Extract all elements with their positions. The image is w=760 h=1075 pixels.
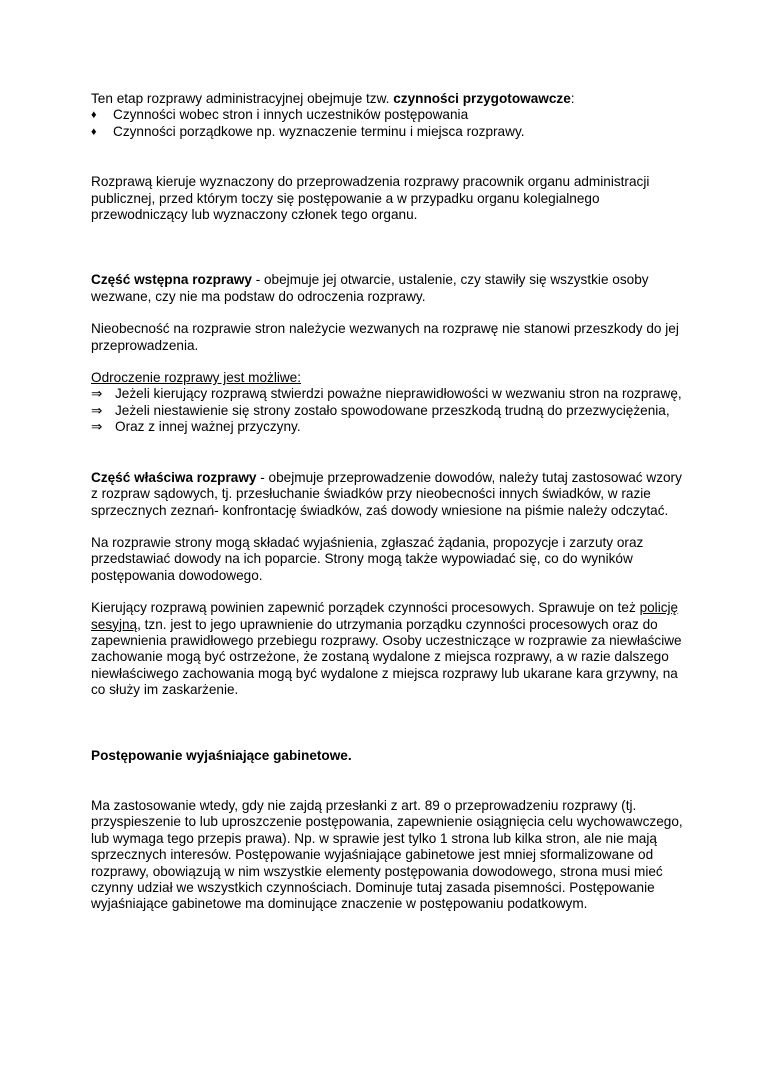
intro-bold-term: czynności przygotowawcze [393, 91, 571, 106]
odroczenie-item [91, 403, 691, 419]
intro-paragraph [91, 91, 691, 107]
paragraph-czesc-wstepna [91, 272, 691, 305]
section-title-czesc-wlasciwa: Część właściwa rozprawy [91, 469, 257, 485]
paragraph-czesc-wlasciwa [91, 470, 691, 519]
odroczenie-heading-text: Odroczenie rozprawy jest możliwe: [91, 370, 302, 386]
intro-text-a: Ten etap rozprawy administracyjnej obejmuje tzw. [91, 91, 394, 106]
intro-bullet-text: Czynności porządkowe np. wyznaczenie terminu i miejsca rozprawy. [113, 123, 525, 139]
odroczenie-item [91, 419, 691, 435]
paragraph-policja [91, 600, 691, 698]
policja-underlined-term: policję sesyjną, [91, 600, 679, 632]
intro-text-b: : [570, 91, 575, 106]
diamond-bullet-icon: ♦ [91, 125, 97, 138]
paragraph-nieobecnosc: Nieobecność na rozprawie stron należycie wezwanych na rozprawę nie stanowi przeszkody do jej przeprowadzenia. [91, 321, 679, 353]
section-title-gabinetowe [91, 748, 691, 764]
odroczenie-item [91, 386, 691, 402]
double-arrow-icon: ⇒ [91, 386, 103, 402]
odroczenie-heading [91, 370, 691, 386]
policja-text-b: tzn. jest to jego uprawnienie do utrzymania porządku czynności procesowych oraz do zapewnienia prawidłowego przebiegu rozprawy. Osoby uczestniczące w rozprawie za niewłaściwe zachowanie mogą być ostrzeżone, że zostaną wydalone z miejsca rozprawy, a w razie dalszego niewłaściwego zachowania mogą być wydalone z miejsca rozprawy lub ukarane kara grzywny, na co służy im zaskarżenie. [91, 616, 682, 698]
intro-bullet-text: Czynności wobec stron i innych uczestników postępowania [113, 107, 469, 123]
paragraph-kierownik: Rozprawą kieruje wyznaczony do przeprowadzenia rozprawy pracownik organu administracji publicznej, przed którym toczy się postępowanie a w przypadku organu kolegialnego przewodniczący lub wyznaczony członek tego organu. [91, 174, 650, 223]
double-arrow-icon: ⇒ [91, 402, 103, 418]
czesc-wstepna-text: - obejmuje jej otwarcie, ustalenie, czy stawiły się wszystkie osoby wezwane, czy nie ma podstaw do odroczenia rozprawy. [91, 272, 649, 304]
paragraph-gabinetowe: Ma zastosowanie wtedy, gdy nie zajdą przesłanki z art. 89 o przeprowadzeniu rozprawy (tj. przyspieszenie to lub uproszczenie postępowania, zapewnienie osiągnięcia celu wychowawczego, lub wymaga tego przepis prawa). Np. w sprawie jest tylko 1 strona lub kilka stron, ale nie mają sprzecznych interesów. Postępowanie wyjaśniające gabinetowe jest mniej sformalizowane od rozprawy, obowiązują w nim wszystkie elementy postępowania dowodowego, strona musi mieć czynny udział we wszystkich czynnościach. Dominuje tutaj zasada pisemności. Postępowanie wyjaśniające gabinetowe ma dominujące znaczenie w postępowaniu podatkowym. [91, 797, 683, 912]
intro-bullet-item [91, 107, 691, 123]
diamond-bullet-icon: ♦ [91, 109, 97, 122]
policja-text-a: Kierujący rozprawą powinien zapewnić porządek czynności procesowych. Sprawuje on też [91, 600, 640, 616]
odroczenie-item-text: Jeżeli kierujący rozprawą stwierdzi poważne nieprawidłowości w wezwaniu stron na rozprawę, [115, 386, 682, 402]
double-arrow-icon: ⇒ [91, 419, 103, 435]
section-title-czesc-wstepna: Część wstępna rozprawy [91, 272, 252, 288]
czesc-wlasciwa-text: - obejmuje przeprowadzenie dowodów, należy tutaj zastosować wzory z rozpraw sądowych, tj. przesłuchanie świadków przy nieobecności innych świadków, w razie sprzecznych zeznań- konfrontację świadków, zaś dowody wniesione na piśmie należy odczytać. [91, 469, 682, 518]
document-page [91, 91, 691, 913]
odroczenie-item-text: Jeżeli niestawienie się strony zostało spowodowane przeszkodą trudną do przezwyciężenia, [115, 402, 670, 418]
odroczenie-item-text: Oraz z innej ważnej przyczyny. [115, 419, 301, 435]
paragraph-strony: Na rozprawie strony mogą składać wyjaśnienia, zgłaszać żądania, propozycje i zarzuty oraz przedstawiać dowody na ich poparcie. Strony mogą także wypowiadać się, co do wyników postępowania dowodowego. [91, 534, 644, 583]
intro-bullet-item [91, 124, 691, 140]
gabinetowe-title-text: Postępowanie wyjaśniające gabinetowe. [91, 747, 352, 763]
